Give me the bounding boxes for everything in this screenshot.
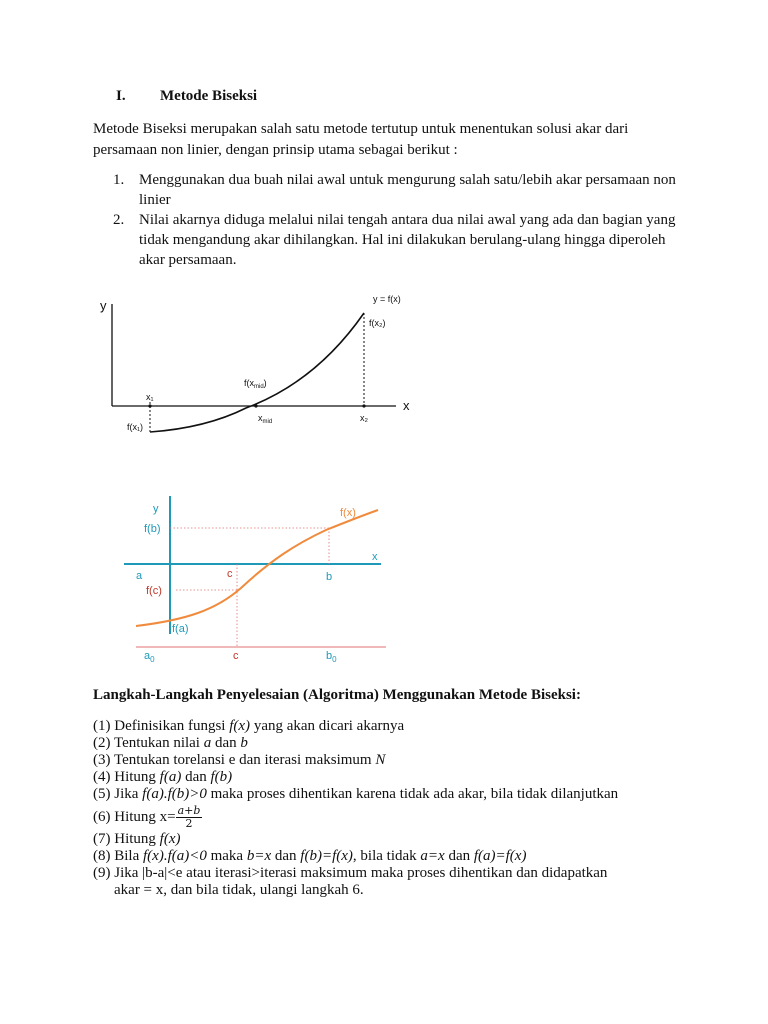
algorithm-steps xyxy=(93,718,693,899)
label-fa: f(a) xyxy=(172,623,189,635)
section-number: I. xyxy=(116,88,126,104)
label-fx1: f(x₁) xyxy=(127,422,144,432)
step-text: dan xyxy=(444,848,474,864)
step-math: f(a).f(b)>0 xyxy=(142,786,207,802)
step-7 xyxy=(93,831,693,848)
label-a0-sub: 0 xyxy=(150,655,155,664)
function-curve xyxy=(136,510,378,626)
step-text: maka xyxy=(206,848,247,864)
step-math: b=x xyxy=(246,848,272,864)
step-9 xyxy=(93,865,693,882)
label-c-top: c xyxy=(227,568,233,580)
algorithm-title: Langkah-Langkah Penyelesaian (Algoritma) Menggunakan Metode Biseksi: xyxy=(93,687,581,703)
step-math: a=x xyxy=(420,848,445,864)
step-math: f(x).f(a)<0 xyxy=(143,848,207,864)
step-math: f(b)=f(x) xyxy=(300,848,353,864)
label-fb: f(b) xyxy=(144,523,161,535)
label-fxmid xyxy=(244,378,267,390)
axis-label-x: x xyxy=(372,551,378,563)
label-xmid-sub: mid xyxy=(262,419,273,425)
step-text: (9) Jika |b-a|<e atau iterasi>iterasi maksimum maka proses dihentikan dan didapatkan xyxy=(93,865,608,881)
step-text: (8) Bila xyxy=(93,848,143,864)
step-text: dan xyxy=(211,735,241,751)
fraction-denominator: 2 xyxy=(185,817,193,831)
intro-paragraph: Metode Biseksi merupakan salah satu metode tertutup untuk menentukan solusi akar dari persamaan non linier, dengan prinsip utama sebagai berikut : xyxy=(93,121,629,158)
label-fx: f(x) xyxy=(340,507,356,519)
label-fxmid-close: ) xyxy=(263,378,267,388)
step-2 xyxy=(93,735,693,752)
label-a: a xyxy=(136,570,143,582)
step-math: f(x) xyxy=(229,718,251,734)
step-text: (6) Hitung x= xyxy=(93,809,176,825)
label-c-bottom: c xyxy=(233,650,239,662)
label-fx2: f(x₂) xyxy=(369,318,386,328)
step-text: (7) Hitung xyxy=(93,831,160,847)
step-5 xyxy=(93,786,693,803)
axis-label-y: y xyxy=(100,298,107,313)
step-9-continued xyxy=(93,882,693,899)
curve-label: y = f(x) xyxy=(373,294,401,304)
step-text: (3) Tentukan torelansi e dan iterasi maksimum xyxy=(93,752,376,768)
axis-label-x: x xyxy=(403,398,410,413)
step-8 xyxy=(93,848,693,865)
principle-text: Menggunakan dua buah nilai awal untuk mengurung salah satu/lebih akar persamaan non linier xyxy=(139,172,676,208)
step-text: yang akan dicari akarnya xyxy=(250,718,405,734)
step-text: (4) Hitung xyxy=(93,769,160,785)
principle-text: Nilai akarnya diduga melalui nilai tengah antara dua nilai awal yang ada dan bagian yang tidak mengandung akar dihilangkan. Hal ini dilakukan berulang-ulang hingga diperoleh akar persamaan. xyxy=(139,212,676,268)
step-math: b xyxy=(240,735,248,751)
principle-item xyxy=(113,210,683,270)
label-x1: x₁ xyxy=(146,392,154,402)
step-text: , bila tidak xyxy=(352,848,421,864)
function-curve xyxy=(150,313,364,432)
section-heading xyxy=(116,88,257,105)
step-text: (5) Jika xyxy=(93,786,143,802)
point-x1 xyxy=(148,404,151,407)
label-a0-text: a xyxy=(144,650,151,662)
point-xmid xyxy=(254,404,257,407)
principle-index: 2. xyxy=(113,212,125,228)
principle-item xyxy=(113,170,683,210)
label-fc: f(c) xyxy=(146,585,162,597)
label-fxmid-text: f(x xyxy=(244,378,254,388)
principles-list xyxy=(113,170,683,270)
label-b-top: b xyxy=(326,571,333,583)
step-math: a xyxy=(203,735,212,751)
step-text: (2) Tentukan nilai xyxy=(93,735,204,751)
principle-index: 1. xyxy=(113,172,125,188)
step-1 xyxy=(93,718,693,735)
label-b0-text: b xyxy=(326,650,333,662)
bisection-diagram-1 xyxy=(96,282,426,442)
point-x2 xyxy=(362,404,365,407)
step-math: f(x) xyxy=(159,831,181,847)
step-math: N xyxy=(375,752,386,768)
label-fxmid-sub: mid xyxy=(254,384,264,390)
step-text: dan xyxy=(181,769,211,785)
label-x2: x₂ xyxy=(360,413,368,423)
fraction-numerator: a+b xyxy=(177,804,201,818)
section-title: Metode Biseksi xyxy=(160,88,258,104)
bisection-diagram-2 xyxy=(96,484,416,669)
step-math: f(b) xyxy=(210,769,233,785)
step-math: f(a) xyxy=(159,769,182,785)
label-a0 xyxy=(144,650,155,664)
step-text: (1) Definisikan fungsi xyxy=(93,718,230,734)
step-4 xyxy=(93,769,693,786)
label-b0 xyxy=(326,650,337,664)
midpoint-fraction xyxy=(176,805,203,830)
step-text: maka proses dihentikan karena tidak ada akar, bila tidak dilanjutkan xyxy=(206,786,619,802)
axis-label-y: y xyxy=(153,503,159,515)
step-6 xyxy=(93,803,693,831)
label-xmid-text: x xyxy=(258,413,263,423)
label-xmid xyxy=(258,413,272,425)
step-text: akar = x, dan bila tidak, ulangi langkah 6. xyxy=(114,882,364,898)
step-text: dan xyxy=(271,848,301,864)
step-3 xyxy=(93,752,693,769)
step-math: f(a)=f(x) xyxy=(473,848,527,864)
label-b0-sub: 0 xyxy=(332,655,337,664)
